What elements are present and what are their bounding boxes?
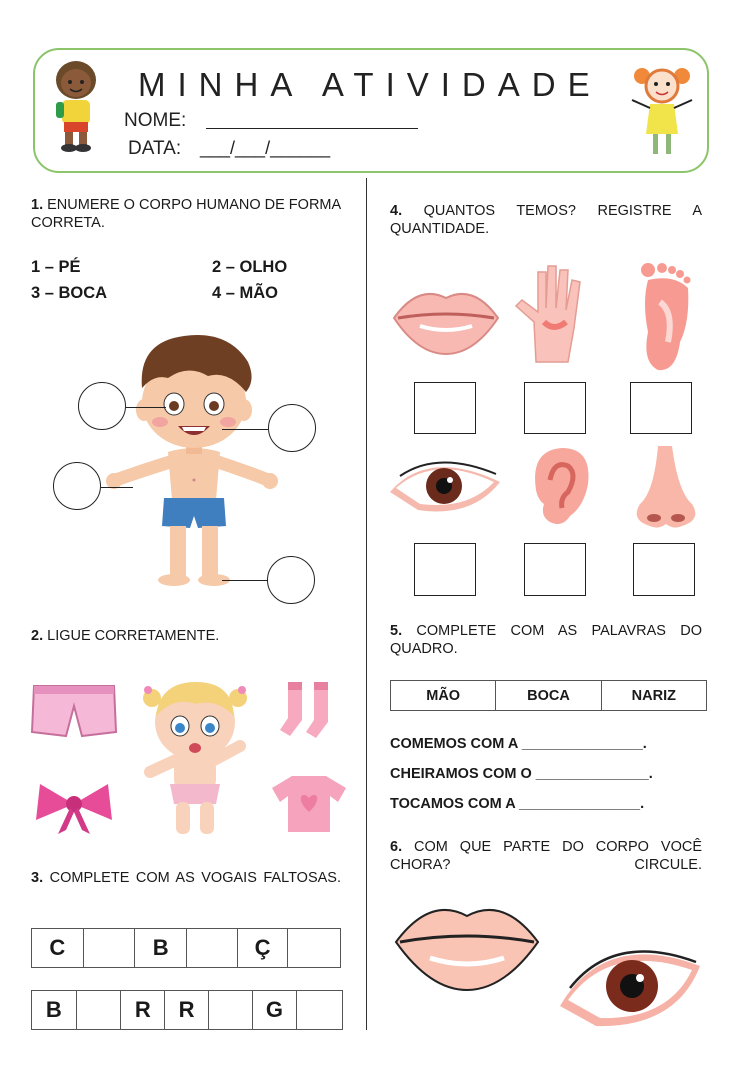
hand-icon (514, 262, 586, 364)
q6-instruction (390, 838, 702, 874)
q4-text: QUANTOS TEMOS? REGISTRE A QUANTIDADE. (390, 203, 702, 237)
answer-circle-eye[interactable] (78, 382, 126, 430)
lips-answer-icon[interactable] (392, 896, 542, 992)
ear-icon (526, 444, 594, 528)
name-line (206, 128, 418, 129)
q3-number: 3. (31, 870, 44, 886)
q5-text: COMPLETE COM AS PALAVRAS DO QUADRO. (390, 623, 702, 657)
vowel-cell: G (253, 991, 298, 1029)
page-title: MINHA ATIVIDADE (138, 66, 602, 103)
q4-number: 4. (390, 203, 403, 219)
date-label: DATA: (128, 138, 182, 159)
q2-number: 2. (31, 628, 44, 644)
answer-circle-mouth[interactable] (268, 404, 316, 452)
fill-sentence-1[interactable]: COMEMOS COM A _______________. (390, 736, 647, 752)
fill-sentence-3[interactable]: TOCAMOS COM A _______________. (390, 796, 645, 812)
pointer-line-mouth (222, 429, 268, 430)
fill-sentence-2[interactable]: CHEIRAMOS COM O ______________. (390, 766, 653, 782)
girl-character-icon (628, 62, 696, 162)
word-bank-item: BOCA (496, 681, 601, 710)
count-box-foot[interactable] (630, 382, 692, 434)
q5-instruction (390, 622, 702, 658)
vowel-grid-row-1 (31, 928, 341, 968)
legend-item-4: 4 – MÃO (212, 284, 279, 302)
vowel-cell: R (121, 991, 165, 1029)
count-box-lips[interactable] (414, 382, 476, 434)
q2-instruction (31, 627, 347, 645)
q6-text: COM QUE PARTE DO CORPO VOCÊ CHORA? CIRCULE. (390, 839, 702, 873)
pointer-line-hand (101, 487, 133, 488)
q3-text: COMPLETE COM AS VOGAIS FALTOSAS. (49, 870, 342, 886)
word-bank-item: MÃO (391, 681, 496, 710)
legend-item-3: 3 – BOCA (31, 284, 108, 302)
q1-number: 1. (31, 197, 44, 213)
pointer-line-eye (126, 407, 166, 408)
pointer-line-foot (222, 580, 267, 581)
vowel-cell: B (135, 929, 187, 967)
nose-icon (632, 442, 700, 532)
vowel-cell: C (32, 929, 84, 967)
vowel-input-cell[interactable] (209, 991, 253, 1029)
answer-circle-hand[interactable] (53, 462, 101, 510)
vowel-cell: R (165, 991, 209, 1029)
vowel-input-cell[interactable] (84, 929, 136, 967)
q1-instruction (31, 196, 347, 232)
vowel-input-cell[interactable] (187, 929, 238, 967)
word-bank (390, 680, 707, 711)
vowel-cell: B (32, 991, 77, 1029)
legend-item-2: 2 – OLHO (212, 258, 288, 276)
q6-number: 6. (390, 839, 403, 855)
vowel-input-cell[interactable] (77, 991, 122, 1029)
count-box-eye[interactable] (414, 543, 476, 596)
q5-number: 5. (390, 623, 403, 639)
legend-item-1: 1 – PÉ (31, 258, 81, 276)
answer-circle-foot[interactable] (267, 556, 315, 604)
tshirt-icon[interactable] (270, 772, 348, 834)
lips-icon (390, 282, 502, 356)
count-box-nose[interactable] (633, 543, 695, 596)
eye-icon (388, 452, 504, 518)
q2-text: LIGUE CORRETAMENTE. (47, 628, 220, 644)
vowel-input-cell[interactable] (288, 929, 340, 967)
foot-icon (634, 262, 694, 374)
baby-illustration (136, 676, 254, 842)
q3-instruction (31, 869, 341, 887)
name-label: NOME: (124, 110, 187, 131)
socks-icon[interactable] (278, 680, 340, 742)
boy-body-illustration (108, 330, 278, 590)
eye-answer-icon[interactable] (556, 936, 704, 1032)
count-box-hand[interactable] (524, 382, 586, 434)
vowel-grid-row-2 (31, 990, 343, 1030)
shorts-icon[interactable] (30, 682, 118, 740)
date-blank: ___/___/______ (200, 138, 331, 158)
boy-character-icon (50, 58, 102, 154)
word-bank-item: NARIZ (631, 687, 676, 704)
vowel-input-cell[interactable] (297, 991, 342, 1029)
count-box-ear[interactable] (524, 543, 586, 596)
column-divider (366, 178, 367, 1030)
q1-text: ENUMERE O CORPO HUMANO DE FORMA CORRETA. (31, 197, 341, 231)
q4-instruction (390, 202, 702, 238)
bow-icon[interactable] (34, 780, 114, 834)
vowel-cell: Ç (238, 929, 289, 967)
